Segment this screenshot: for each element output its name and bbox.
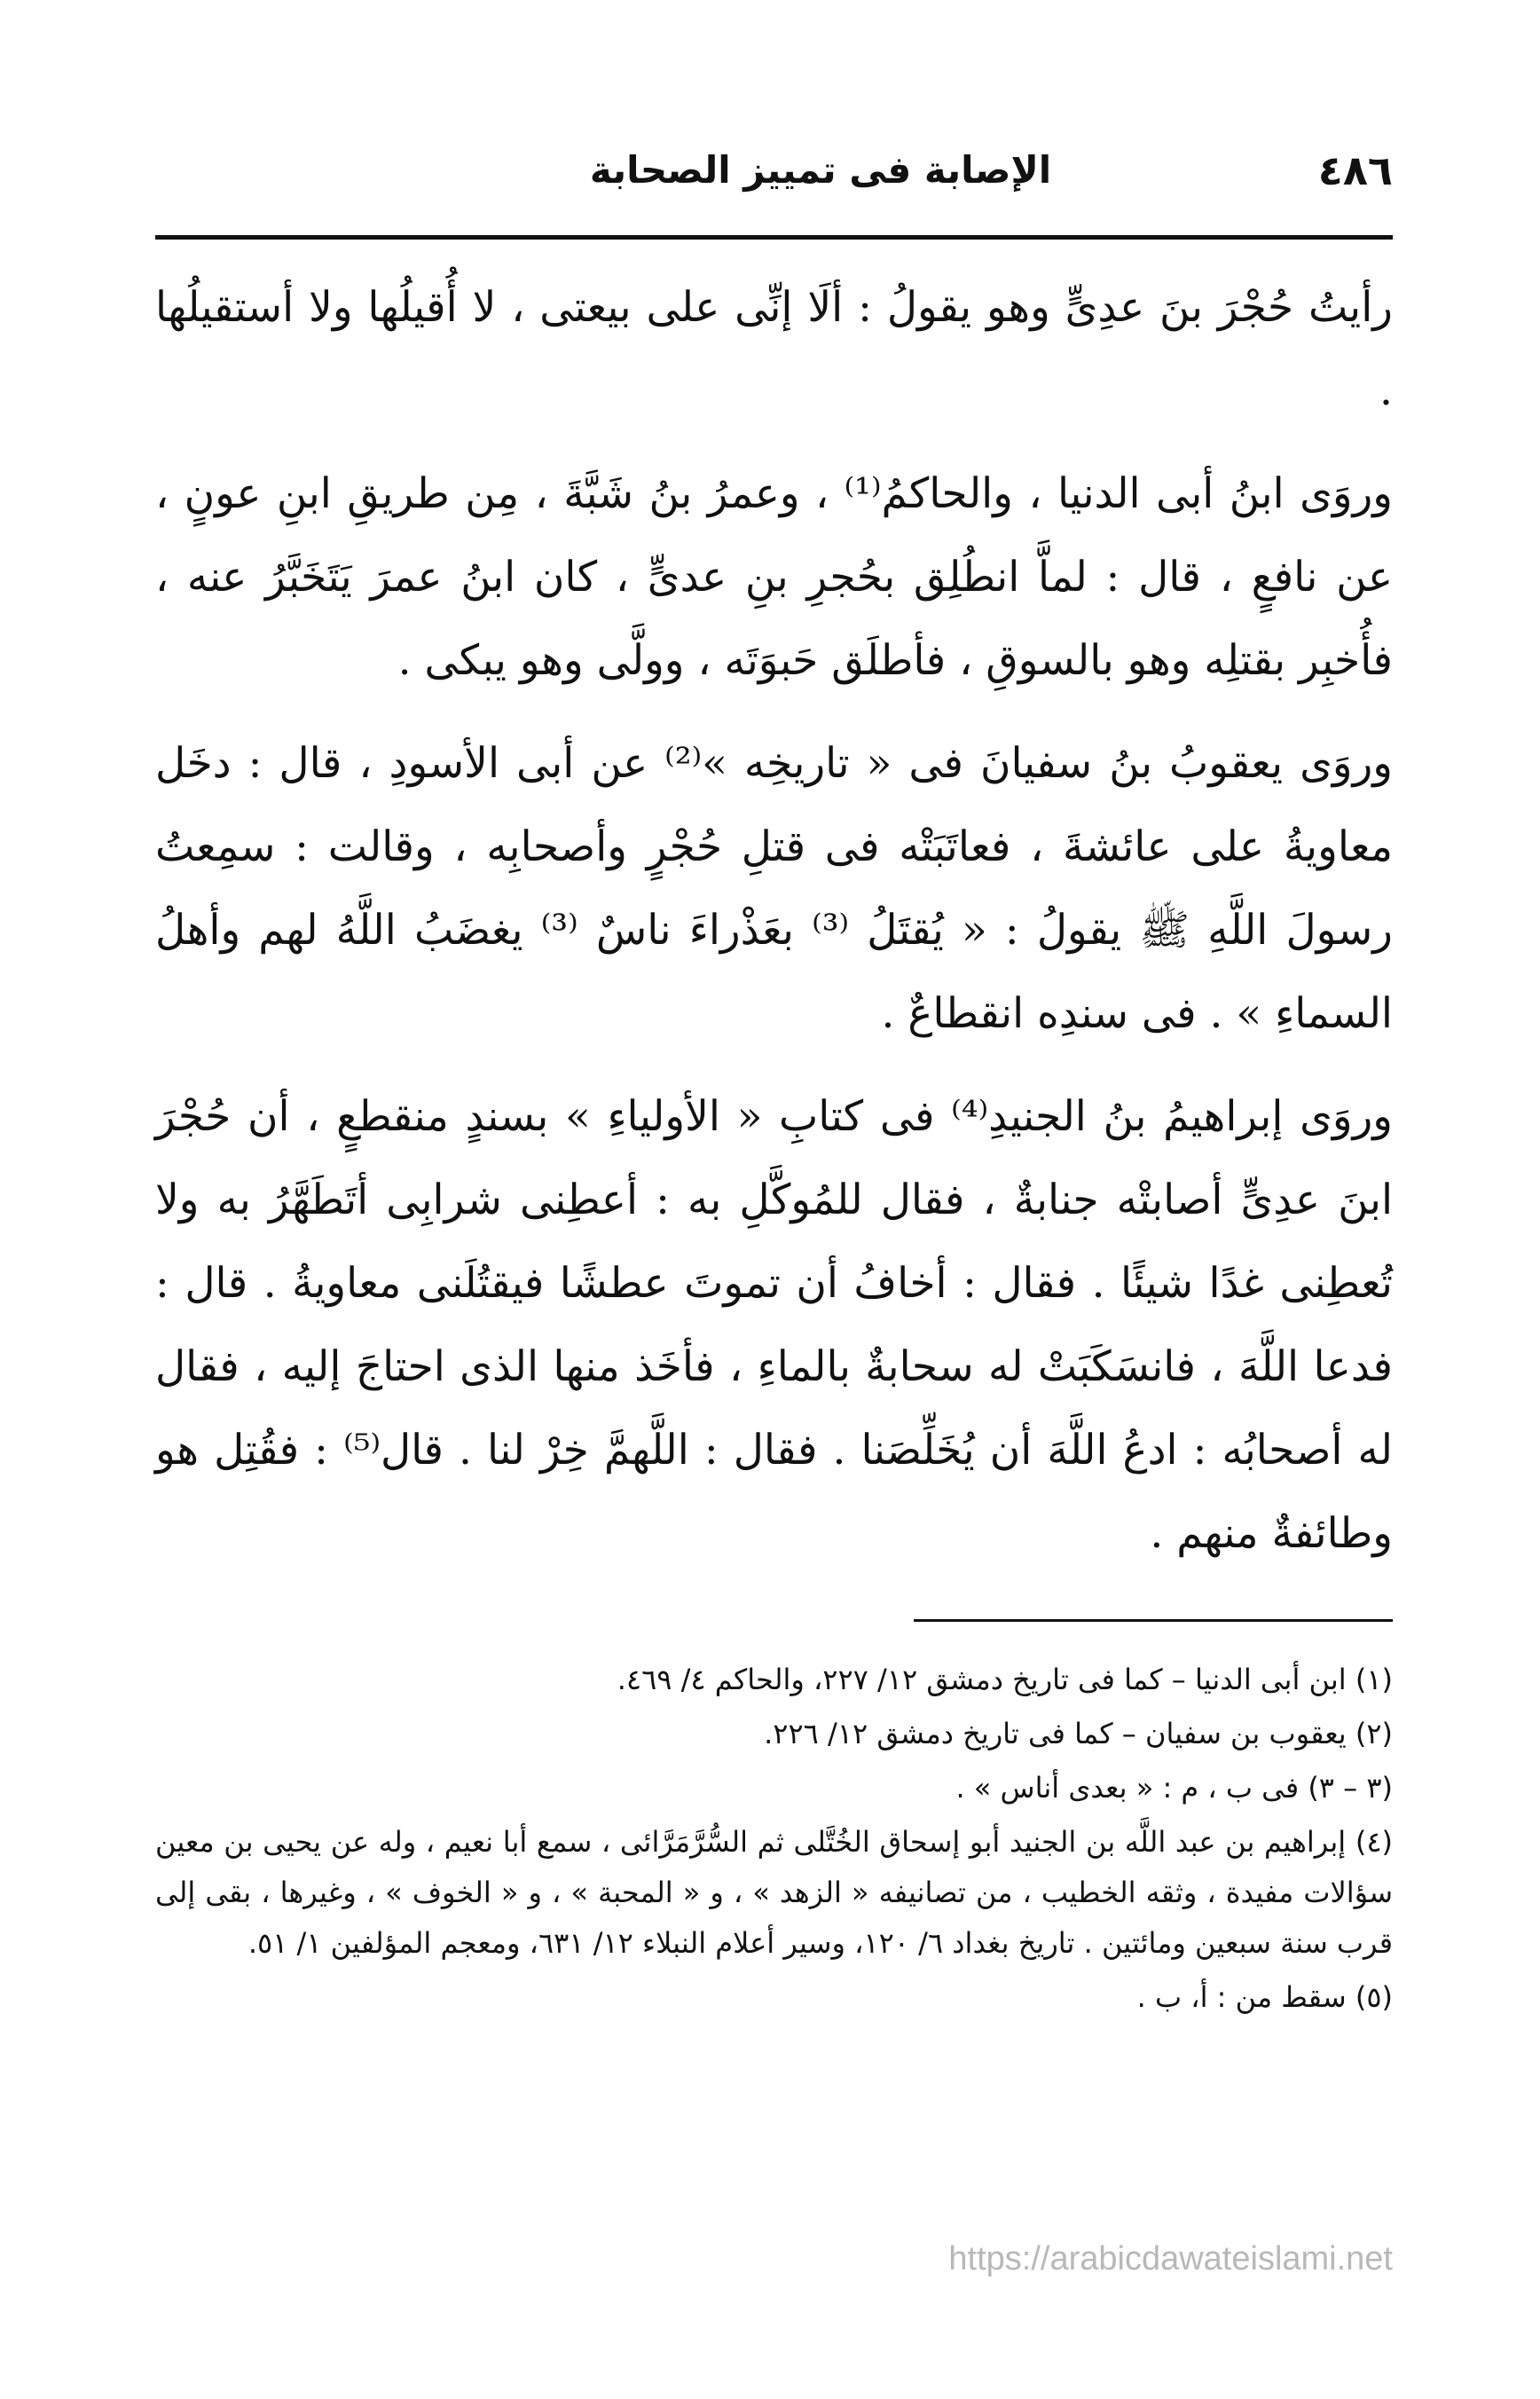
paragraph: وروَى يعقوبُ بنُ سفيانَ فى « تاريخِه »⁽²⁾ عن أبى الأسودِ ، قال : دخَل معاويةُ على عائشةَ ، فعاتَبَتْه فى قتلِ حُجْرٍ وأصحابِه ، وقالت : سمِعتُ رسولَ اللَّهِ ﷺ يقولُ : « يُقتَلُ ⁽³⁾ بعَذْراءَ ناسٌ ⁽³⁾ يغضَبُ اللَّهُ لهم وأهلُ السماءِ » . فى سندِه انقطاعٌ .: [155, 739, 1393, 1038]
footnotes: [155, 1655, 1393, 2026]
paragraph: وروَى إبراهيمُ بنُ الجنيدِ⁽⁴⁾ فى كتابِ « الأولياءِ » بسندٍ منقطعٍ ، أن حُجْرَ ابنَ عدِىٍّ أصابتْه جنابةٌ ، فقال للمُوكَّلِ به : أعطِنى شرابِى أتَطَهَّرُ به ولا تُعطِنى غدًا شيئًا . فقال : أخافُ أن تموتَ عطشًا فيقتُلَنى معاويةُ . قال : فدعا اللَّهَ ، فانسَكَبَتْ له سحابةٌ بالماءِ ، فأخَذ منها الذى احتاجَ إليه ، فقال له أصحابُه : ادعُ اللَّهَ أن يُخَلِّصَنا . فقال : اللَّهمَّ خِرْ لنا . قال⁽⁵⁾ : فقُتِل هو وطائفةٌ منهم .: [155, 1092, 1394, 1558]
running-title: الإصابة فى تمييز الصحابة: [589, 148, 1052, 192]
paragraph: رأيتُ حُجْرَ بنَ عدِىٍّ وهو يقولُ : ألَا إنِّى على بيعتى ، لا أُقيلُها ولا أستقيلُها .: [155, 283, 1393, 415]
footnote: (٢) يعقوب بن سفيان – كما فى تاريخ دمشق ١٢/ ٢٢٦.: [764, 1717, 1393, 1750]
page-number: ٤٨٦: [1317, 146, 1393, 194]
header-rule: [155, 235, 1393, 240]
footnote: (٥) سقط من : أ، ب .: [1136, 1980, 1393, 2014]
footnote-separator: [914, 1619, 1393, 1622]
paragraph: وروَى ابنُ أبى الدنيا ، والحاكمُ⁽¹⁾ ، وعمرُ بنُ شَبَّةَ ، مِن طريقِ ابنِ عونٍ ، عن نافعٍ ، قال : لماَّ انطُلِق بحُجرِ بنِ عدىٍّ ، كان ابنُ عمرَ يَتَخَبَّرُ عنه ، فأُخبِر بقتلِه وهو بالسوقِ ، فأطلَق حَبوَتَه ، وولَّى وهو يبكى .: [155, 469, 1393, 685]
main-text: [155, 266, 1393, 1595]
page-header: [155, 146, 1393, 208]
footnote: (٣ – ٣) فى ب ، م : « بعدى أناس » .: [955, 1771, 1393, 1805]
watermark-url: https://arabicdawateislami.net: [948, 2240, 1393, 2277]
footnote: (١) ابن أبى الدنيا – كما فى تاريخ دمشق ١٢/ ٢٢٧، والحاكم ٤/ ٤٦٩.: [617, 1663, 1393, 1696]
footnote: (٤) إبراهيم بن عبد اللَّه بن الجنيد أبو إسحاق الخُتَّلى ثم السُّرَّمَرَّائى ، سمع أبا نعيم ، وله عن يحيى بن معين سؤالات مفيدة ، وثقه الخطيب ، من تصانيفه « الزهد » ، و « المحبة » ، و « الخوف » ، وغيرها ، بقى إلى قرب سنة سبعين ومائتين . تاريخ بغداد ٦/ ١٢٠، وسير أعلام النبلاء ١٢/ ٦٣١، ومعجم المؤلفين ١/ ٥١.: [155, 1825, 1393, 1960]
